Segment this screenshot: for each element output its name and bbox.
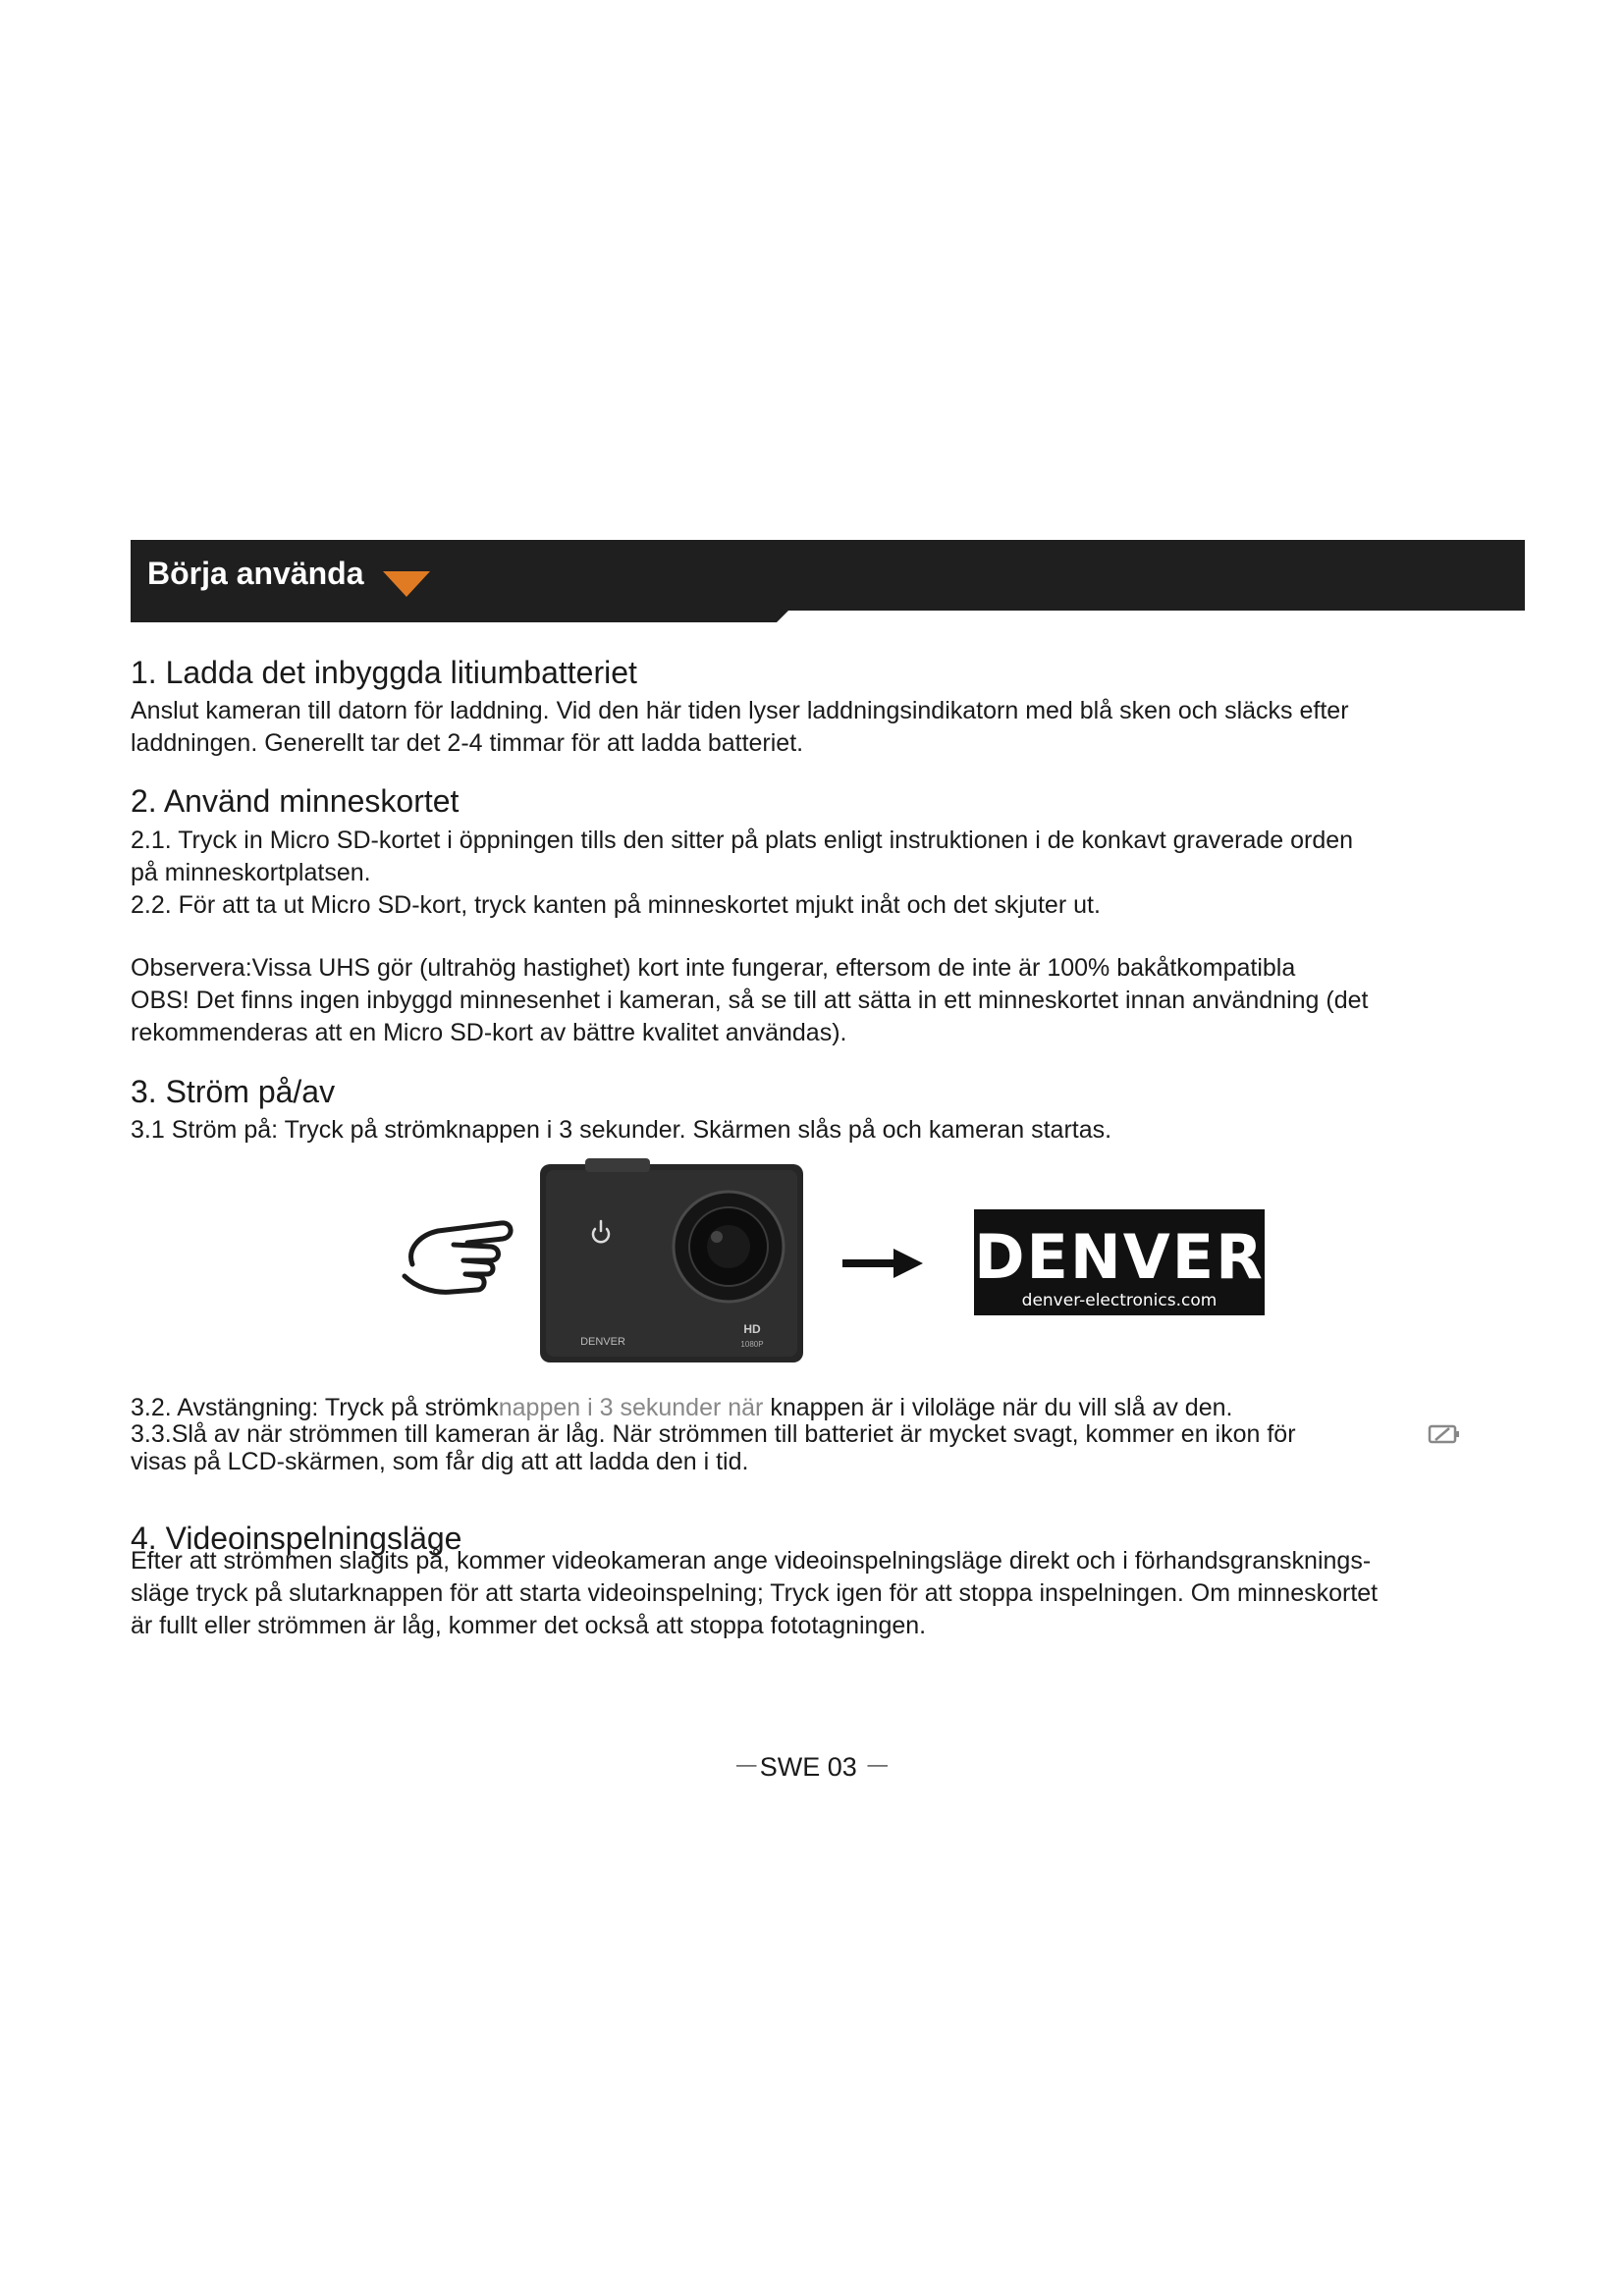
camera-hd-badge: HD — [743, 1322, 761, 1336]
paragraph-line: släge tryck på slutarknappen för att starta videoinspelning; Tryck igen för att stoppa inspelningen. Om minneskortet — [131, 1579, 1379, 1607]
denver-logo — [974, 1209, 1265, 1315]
power-on-illustration — [393, 1158, 1296, 1369]
section-title: Börja använda — [147, 556, 364, 591]
paragraph-line: är fullt eller strömmen är låg, kommer det också att stoppa fototagningen. — [131, 1612, 927, 1639]
camera-resolution-badge: 1080P — [740, 1340, 764, 1349]
heading-power: 3. Ström på/av — [131, 1074, 336, 1109]
paragraph-line: Anslut kameran till datorn för laddning. Vid den här tiden lyser laddningsindikatorn med blå sken och släcks efter — [131, 697, 1349, 724]
action-camera-image — [540, 1158, 803, 1362]
header-tab-tail — [131, 611, 788, 622]
paragraph-line: Efter att strömmen slagits på, kommer videokameran ange videoinspelningsläge direkt och i förhandsgransknings- — [131, 1547, 1372, 1575]
heading-battery: 1. Ladda det inbyggda litiumbatteriet — [131, 655, 637, 690]
paragraph-line: 2.1. Tryck in Micro SD-kortet i öppningen tills den sitter på plats enligt instruktionen i de konkavt graverade orden — [131, 827, 1354, 854]
logo-text: DENVER — [974, 1221, 1265, 1293]
camera-brand-text: DENVER — [580, 1336, 625, 1348]
right-arrow-icon — [842, 1249, 923, 1278]
note-line: Observera:Vissa UHS gör (ultrahög hastighet) kort inte fungerar, eftersom de inte är 100% bakåtkompatibla — [131, 954, 1296, 982]
text-part-faded: nappen i 3 sekunder när — [498, 1394, 764, 1421]
text-part: 3.2. Avstängning: Tryck på strömk — [131, 1394, 499, 1421]
pointing-hand-icon — [405, 1223, 511, 1292]
text-part: 3.3.Slå av när strömmen till kameran är låg. När strömmen till batteriet är mycket svagt, kommer en ikon för — [131, 1420, 1296, 1448]
paragraph-line: 3.1 Ström på: Tryck på strömknappen i 3 sekunder. Skärmen slås på och kameran startas. — [131, 1116, 1112, 1144]
paragraph-line: på minneskortplatsen. — [131, 859, 371, 886]
note-line: OBS! Det finns ingen inbyggd minnesenhet i kameran, så se till att sätta in ett minneskortet innan användning (det — [131, 987, 1369, 1014]
heading-video-mode: 4. Videoinspelningsläge — [131, 1521, 462, 1556]
low-battery-icon — [1427, 1422, 1462, 1446]
orange-down-arrow-icon — [383, 571, 430, 597]
note-line: rekommenderas att en Micro SD-kort av bättre kvalitet användas). — [131, 1019, 847, 1046]
logo-url: denver-electronics.com — [1021, 1291, 1218, 1310]
text-part: knappen är i viloläge när du vill slå av den. — [763, 1394, 1233, 1421]
page-number: －SWE 03 － — [732, 1752, 892, 1782]
heading-memory-card: 2. Använd minneskortet — [131, 783, 460, 819]
paragraph-line: 2.2. För att ta ut Micro SD-kort, tryck kanten på minneskortet mjukt inåt och det skjuter ut. — [131, 891, 1101, 919]
paragraph-line: visas på LCD-skärmen, som får dig att att ladda den i tid. — [131, 1448, 749, 1475]
paragraph-line: laddningen. Generellt tar det 2-4 timmar för att ladda batteriet. — [131, 729, 804, 757]
